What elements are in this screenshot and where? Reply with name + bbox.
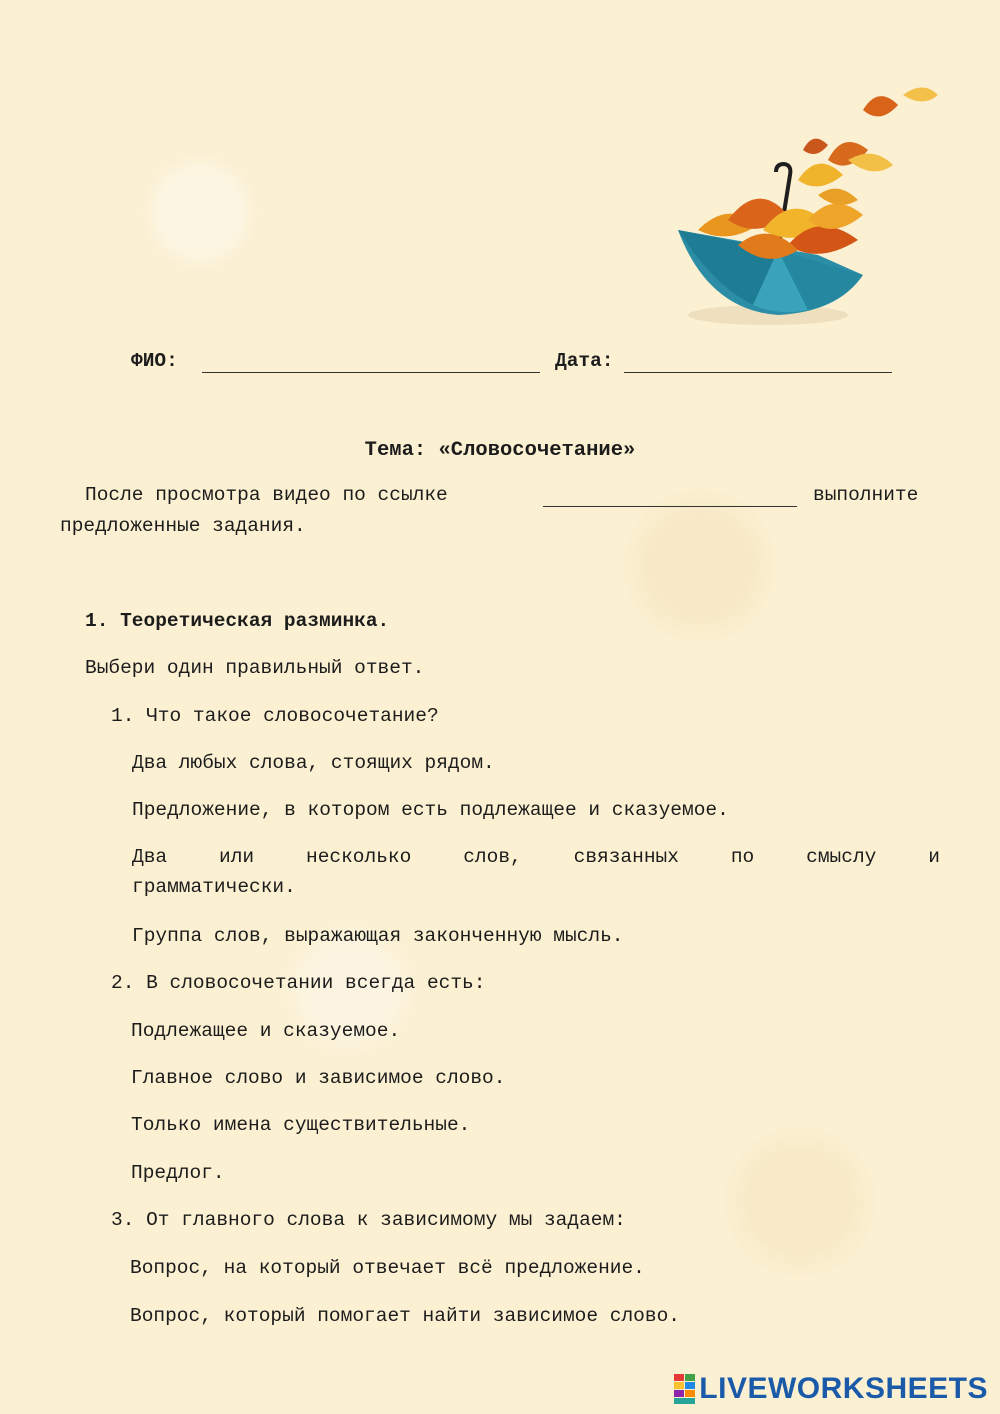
umbrella-leaves-illustration <box>668 80 948 340</box>
word: несколько <box>306 846 412 868</box>
word: связанных <box>573 846 679 868</box>
answer-option[interactable]: Предложение, в котором есть подлежащее и сказуемое. <box>132 799 729 821</box>
date-label: Дата: <box>555 350 614 372</box>
question-2 <box>111 972 485 994</box>
intro-text-part2: выполните <box>813 484 919 506</box>
word: или <box>219 846 255 868</box>
question-1 <box>111 705 439 727</box>
question-number: 2. <box>111 972 135 994</box>
logo-text: LIVEWORKSHEETS <box>699 1372 988 1405</box>
question-number: 1. <box>111 705 135 727</box>
answer-option[interactable]: Главное слово и зависимое слово. <box>131 1067 506 1089</box>
name-label: ФИО: <box>131 350 178 372</box>
question-text: От главного слова к зависимому мы задаем: <box>146 1209 626 1231</box>
video-link-line[interactable] <box>543 486 797 507</box>
answer-option[interactable]: Вопрос, на который отвечает всё предложение. <box>130 1257 645 1279</box>
question-number: 3. <box>111 1209 135 1231</box>
answer-option[interactable]: Группа слов, выражающая законченную мысль. <box>132 925 624 947</box>
date-input-line[interactable] <box>624 352 892 373</box>
answer-option[interactable]: Вопрос, который помогает найти зависимое слово. <box>130 1305 680 1327</box>
answer-option[interactable]: Подлежащее и сказуемое. <box>131 1020 401 1042</box>
word: по <box>730 846 755 868</box>
word: смыслу <box>806 846 877 868</box>
liveworksheets-logo[interactable] <box>674 1372 988 1406</box>
question-text: Что такое словосочетание? <box>146 705 439 727</box>
section-heading: 1. Теоретическая разминка. <box>85 610 390 632</box>
liveworksheets-logo-icon <box>674 1374 696 1404</box>
page-title: Тема: «Словосочетание» <box>364 439 636 462</box>
answer-option[interactable] <box>132 846 940 898</box>
answer-option-line1 <box>132 846 940 868</box>
name-input-line[interactable] <box>202 352 540 373</box>
word: и <box>928 846 940 868</box>
word: слов, <box>463 846 522 868</box>
question-text: В словосочетании всегда есть: <box>146 972 486 994</box>
section-instruction: Выбери один правильный ответ. <box>85 657 425 679</box>
answer-option-line2: грамматически. <box>132 876 296 898</box>
intro-text-part1: После просмотра видео по ссылке <box>85 484 448 506</box>
answer-option[interactable]: Только имена существительные. <box>131 1114 471 1136</box>
answer-option[interactable]: Предлог. <box>131 1162 225 1184</box>
answer-option[interactable]: Два любых слова, стоящих рядом. <box>132 752 495 774</box>
intro-text-part3: предложенные задания. <box>60 515 306 537</box>
question-3 <box>111 1209 626 1231</box>
word: Два <box>132 846 168 868</box>
